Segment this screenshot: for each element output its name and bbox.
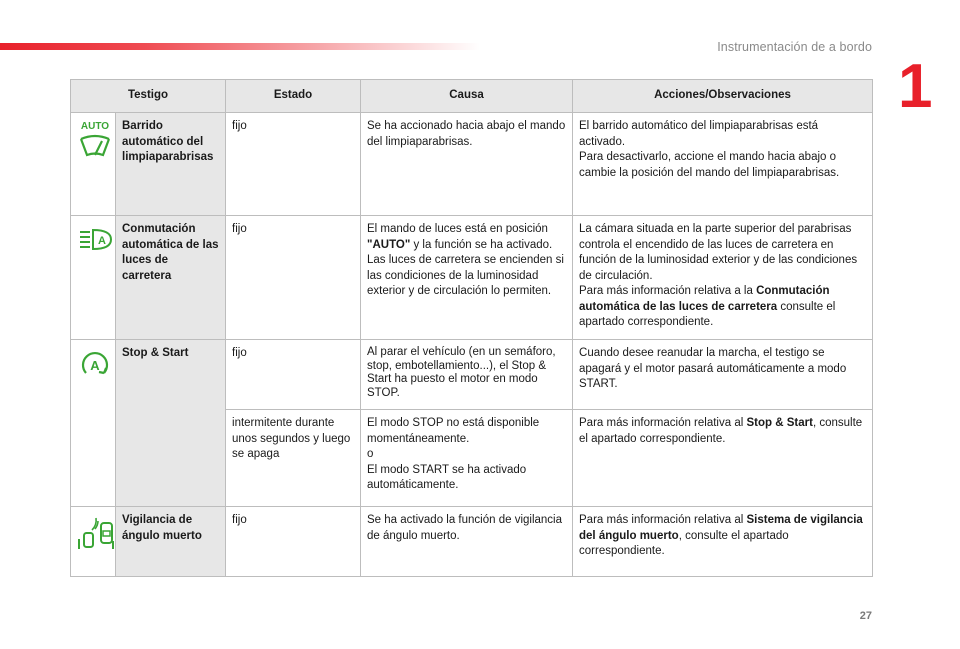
table-row (71, 507, 873, 577)
table-row (71, 113, 873, 216)
cause-cell: El mando de luces está en posición "AUTO" y la función se ha activado. Las luces de carretera se encienden si las condiciones de la luminosidad exterior y de circulación lo permiten. (361, 216, 573, 340)
auto-high-beam-icon (77, 222, 113, 258)
blind-spot-icon (77, 513, 115, 553)
state-cell: fijo (226, 340, 361, 410)
action-cell: La cámara situada en la parte superior del parabrisas controla el encendido de las luces de carretera en función de la luminosidad exterior y de las condiciones de circulación. Para más información relativa a la Conmutación automática de las luces de carretera consulte el apartado correspondiente. (573, 216, 873, 340)
cause-cell: El modo STOP no está disponible momentáneamente. o El modo START se ha activado automáticamente. (361, 410, 573, 507)
svg-text:A: A (90, 358, 100, 373)
page-number: 27 (859, 610, 872, 622)
table-row (71, 340, 873, 410)
cause-cell: Al parar el vehículo (en un semáforo, stop, embotellamiento...), el Stop & Start ha puesto el motor en modo STOP. (361, 340, 573, 410)
auto-wiper-icon (77, 119, 113, 163)
column-header-estado: Estado (226, 80, 361, 113)
warning-name: Conmutación automática de las luces de carretera (116, 216, 226, 340)
cause-cell: Se ha accionado hacia abajo el mando del limpiaparabrisas. (361, 113, 573, 216)
svg-text:AUTO: AUTO (80, 121, 110, 132)
chapter-number: 1 (898, 52, 933, 121)
warning-lights-table (70, 79, 873, 577)
warning-name: Vigilancia de ángulo muerto (116, 507, 226, 577)
action-cell: El barrido automático del limpiaparabrisas está activado. Para desactivarlo, accione el mando hacia abajo o cambie la posición del mando del limpiaparabrisas. (573, 113, 873, 216)
action-cell: Para más información relativa al Stop & Start, consulte el apartado correspondiente. (573, 410, 873, 507)
stop-start-icon (77, 346, 113, 382)
warning-name: Stop & Start (116, 340, 226, 507)
section-title: Instrumentación de a bordo (717, 40, 872, 54)
state-cell: fijo (226, 216, 361, 340)
column-header-acciones: Acciones/Observaciones (573, 80, 873, 113)
warning-name: Barrido automático del limpiaparabrisas (116, 113, 226, 216)
table-row (71, 216, 873, 340)
action-cell: Cuando desee reanudar la marcha, el testigo se apagará y el motor pasará automáticamente a modo START. (573, 340, 873, 410)
column-header-causa: Causa (361, 80, 573, 113)
state-cell: fijo (226, 507, 361, 577)
cause-cell: Se ha activado la función de vigilancia de ángulo muerto. (361, 507, 573, 577)
state-cell: fijo (226, 113, 361, 216)
action-cell: Para más información relativa al Sistema de vigilancia del ángulo muerto, consulte el apartado correspondiente. (573, 507, 873, 577)
icon-cell (71, 216, 116, 340)
svg-text:A: A (98, 235, 106, 247)
column-header-testigo: Testigo (71, 80, 226, 113)
table-header-row (71, 80, 873, 113)
icon-cell (71, 507, 116, 577)
icon-cell (71, 340, 116, 507)
header-stripe (0, 43, 480, 50)
state-cell: intermitente durante unos segundos y luego se apaga (226, 410, 361, 507)
icon-cell (71, 113, 116, 216)
